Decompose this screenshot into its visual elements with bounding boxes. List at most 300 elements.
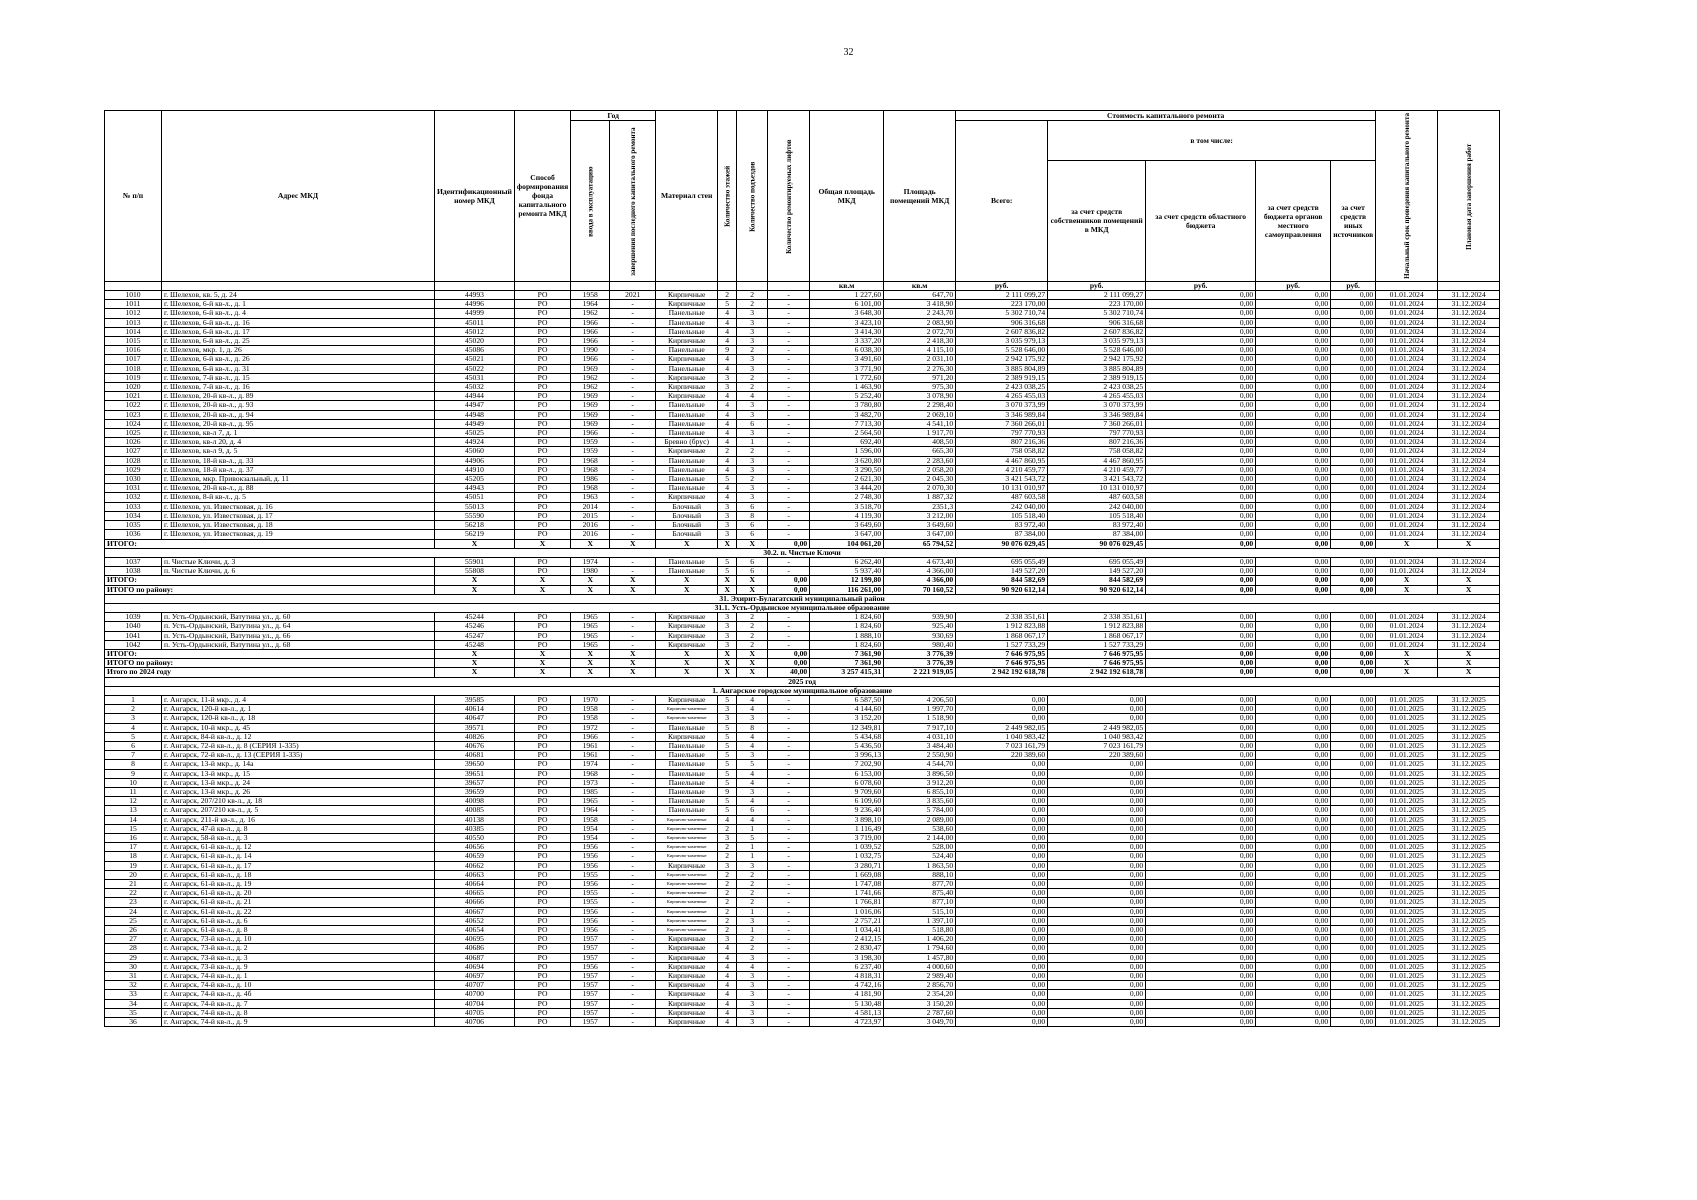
row-year-last-repair: -: [610, 392, 656, 401]
row-entrances: 4: [737, 769, 768, 778]
row-lifts: -: [768, 843, 810, 852]
table-row: [105, 769, 1500, 778]
total-row: [105, 649, 1500, 658]
row-id: 40704: [435, 999, 515, 1008]
row-cost-owners: 807 216,36: [1048, 438, 1146, 447]
row-year-built: 1970: [571, 695, 610, 704]
row-cost-local: 0,00: [1256, 981, 1331, 990]
row-cost-owners: 3 035 979,13: [1048, 337, 1146, 346]
row-cost-local: 0,00: [1256, 787, 1331, 796]
row-total-area: 3 491,60: [810, 355, 884, 364]
row-cost-regional: 0,00: [1146, 521, 1256, 530]
row-floors: 4: [718, 944, 737, 953]
row-year-built: 1956: [571, 852, 610, 861]
row-id: 45051: [435, 493, 515, 502]
row-method: РО: [514, 1018, 570, 1027]
row-method: РО: [514, 309, 570, 318]
section-heading-row: [105, 603, 1500, 612]
row-end-date: 31.12.2025: [1438, 751, 1500, 760]
col-year-built: ввода в эксплуатацию: [571, 121, 610, 282]
row-total-area: 1 039,52: [810, 843, 884, 852]
row-floors: 4: [718, 364, 737, 373]
row-number: 7: [105, 751, 162, 760]
row-cost-regional: 0,00: [1146, 364, 1256, 373]
row-premises-area: 3 212,00: [884, 511, 956, 520]
row-cost-local: 0,00: [1256, 926, 1331, 935]
total-cost-other: 0,00: [1331, 585, 1376, 594]
row-address: г. Шелехов, 8-й кв-л., д. 5: [162, 493, 435, 502]
col-id: Идентификационный номер МКД: [435, 111, 515, 282]
total-row: [105, 539, 1500, 548]
row-end-date: 31.12.2025: [1438, 843, 1500, 852]
row-lifts: -: [768, 465, 810, 474]
row-method: РО: [514, 640, 570, 649]
total-label: ИТОГО:: [105, 649, 435, 658]
row-address: г. Ангарск, 61-й кв-л., д. 12: [162, 843, 435, 852]
row-wall-material: Панельные: [656, 475, 718, 484]
table-row: [105, 484, 1500, 493]
row-number: 19: [105, 861, 162, 870]
table-row: [105, 410, 1500, 419]
total-cost-regional: 0,00: [1146, 649, 1256, 658]
row-address: г. Ангарск, 61-й кв-л., д. 21: [162, 898, 435, 907]
row-cost-total: 220 389,60: [956, 751, 1048, 760]
row-end-date: 31.12.2025: [1438, 926, 1500, 935]
row-end-date: 31.12.2024: [1438, 383, 1500, 392]
row-year-last-repair: -: [610, 944, 656, 953]
row-end-date: 31.12.2024: [1438, 511, 1500, 520]
table-row: [105, 797, 1500, 806]
row-cost-other: 0,00: [1331, 567, 1376, 576]
row-wall-material: Кирпично-каменные: [656, 714, 718, 723]
row-cost-total: 2 389 919,15: [956, 373, 1048, 382]
row-cost-other: 0,00: [1331, 419, 1376, 428]
row-cost-regional: 0,00: [1146, 916, 1256, 925]
row-wall-material: Панельные: [656, 456, 718, 465]
row-premises-area: 647,70: [884, 291, 956, 300]
total-row: [105, 659, 1500, 668]
total-x-mark: X: [514, 649, 570, 658]
total-cost-owners: 7 646 975,95: [1048, 659, 1146, 668]
row-floors: 4: [718, 392, 737, 401]
row-floors: 4: [718, 981, 737, 990]
row-id: 40666: [435, 898, 515, 907]
row-id: 40385: [435, 824, 515, 833]
row-floors: 9: [718, 346, 737, 355]
row-lifts: -: [768, 447, 810, 456]
row-cost-total: 2 423 038,25: [956, 383, 1048, 392]
row-cost-other: 0,00: [1331, 935, 1376, 944]
row-cost-local: 0,00: [1256, 392, 1331, 401]
row-end-date: 31.12.2025: [1438, 806, 1500, 815]
row-year-last-repair: -: [610, 364, 656, 373]
row-total-area: 1 824,60: [810, 622, 884, 631]
row-total-area: 1 824,60: [810, 640, 884, 649]
col-cost-total: Всего:: [956, 121, 1048, 282]
row-total-area: 6 587,50: [810, 695, 884, 704]
row-method: РО: [514, 797, 570, 806]
row-premises-area: 3 150,20: [884, 999, 956, 1008]
row-end-date: 31.12.2025: [1438, 861, 1500, 870]
row-entrances: 3: [737, 999, 768, 1008]
row-number: 28: [105, 944, 162, 953]
row-premises-area: 1 518,90: [884, 714, 956, 723]
row-year-built: 1961: [571, 751, 610, 760]
row-address: г. Ангарск, 120-й кв-л., д. 18: [162, 714, 435, 723]
unit-rub: руб.: [1256, 281, 1331, 290]
row-total-area: 9 709,60: [810, 787, 884, 796]
row-premises-area: 930,69: [884, 631, 956, 640]
row-year-built: 1956: [571, 962, 610, 971]
row-total-area: 3 620,80: [810, 456, 884, 465]
row-premises-area: 3 078,90: [884, 392, 956, 401]
row-cost-regional: 0,00: [1146, 484, 1256, 493]
row-address: п. Усть-Ордынский, Ватутина ул., д. 64: [162, 622, 435, 631]
row-number: 9: [105, 769, 162, 778]
row-address: г. Ангарск, 74-й кв-л., д. 4б: [162, 990, 435, 999]
row-cost-owners: 0,00: [1048, 695, 1146, 704]
row-cost-regional: 0,00: [1146, 787, 1256, 796]
row-premises-area: 2 418,30: [884, 337, 956, 346]
row-premises-area: 1 887,32: [884, 493, 956, 502]
row-lifts: -: [768, 640, 810, 649]
total-premises-area: 3 776,39: [884, 659, 956, 668]
row-year-last-repair: -: [610, 935, 656, 944]
row-cost-owners: 3 070 373,99: [1048, 401, 1146, 410]
row-address: г. Ангарск, 61-й кв-л., д. 14: [162, 852, 435, 861]
row-start-date: 01.01.2024: [1376, 475, 1438, 484]
row-cost-total: 83 972,40: [956, 521, 1048, 530]
table-row: [105, 852, 1500, 861]
row-cost-owners: 1 527 733,29: [1048, 640, 1146, 649]
row-lifts: -: [768, 999, 810, 1008]
unit-area: кв.м: [884, 281, 956, 290]
row-cost-total: 0,00: [956, 769, 1048, 778]
row-number: 4: [105, 723, 162, 732]
row-wall-material: Кирпичные: [656, 990, 718, 999]
row-number: 18: [105, 852, 162, 861]
total-x-mark: X: [718, 649, 737, 658]
row-cost-owners: 1 040 983,42: [1048, 732, 1146, 741]
row-wall-material: Кирпичные: [656, 337, 718, 346]
row-method: РО: [514, 438, 570, 447]
table-row: [105, 640, 1500, 649]
row-lifts: -: [768, 714, 810, 723]
row-cost-local: 0,00: [1256, 843, 1331, 852]
row-year-last-repair: -: [610, 843, 656, 852]
row-cost-other: 0,00: [1331, 346, 1376, 355]
row-entrances: 5: [737, 760, 768, 769]
row-total-area: 3 444,20: [810, 484, 884, 493]
row-wall-material: Кирпично-каменные: [656, 852, 718, 861]
row-method: РО: [514, 990, 570, 999]
row-cost-other: 0,00: [1331, 622, 1376, 631]
row-end-date: 31.12.2025: [1438, 797, 1500, 806]
row-cost-other: 0,00: [1331, 484, 1376, 493]
row-cost-other: 0,00: [1331, 916, 1376, 925]
row-wall-material: Панельные: [656, 346, 718, 355]
row-cost-regional: 0,00: [1146, 327, 1256, 336]
row-end-date: 31.12.2024: [1438, 346, 1500, 355]
section-heading-row: [105, 594, 1500, 603]
row-year-last-repair: -: [610, 981, 656, 990]
row-start-date: 01.01.2024: [1376, 383, 1438, 392]
row-number: 1: [105, 695, 162, 704]
row-year-last-repair: -: [610, 456, 656, 465]
row-cost-total: 3 035 979,13: [956, 337, 1048, 346]
row-method: РО: [514, 475, 570, 484]
row-floors: 2: [718, 824, 737, 833]
total-cost-other: 0,00: [1331, 649, 1376, 658]
total-cost-owners: 7 646 975,95: [1048, 649, 1146, 658]
row-method: РО: [514, 962, 570, 971]
row-floors: 9: [718, 787, 737, 796]
row-total-area: 1 669,08: [810, 870, 884, 879]
row-year-built: 1961: [571, 741, 610, 750]
row-year-last-repair: -: [610, 760, 656, 769]
row-id: 40085: [435, 806, 515, 815]
row-start-date: 01.01.2024: [1376, 456, 1438, 465]
total-area: 7 361,90: [810, 649, 884, 658]
row-cost-total: 0,00: [956, 843, 1048, 852]
row-address: г. Шелехов, мкр. Привокзальный, д. 11: [162, 475, 435, 484]
row-year-last-repair: -: [610, 484, 656, 493]
row-total-area: 3 996,13: [810, 751, 884, 760]
row-entrances: 6: [737, 419, 768, 428]
row-floors: 5: [718, 760, 737, 769]
row-cost-regional: 0,00: [1146, 834, 1256, 843]
row-year-last-repair: -: [610, 567, 656, 576]
row-year-last-repair: -: [610, 383, 656, 392]
row-floors: 4: [718, 419, 737, 428]
row-floors: 3: [718, 705, 737, 714]
total-x-mark: X: [737, 659, 768, 668]
section-heading-row: [105, 686, 1500, 695]
row-cost-local: 0,00: [1256, 778, 1331, 787]
table-row: [105, 705, 1500, 714]
row-premises-area: 2 031,10: [884, 355, 956, 364]
row-premises-area: 975,30: [884, 383, 956, 392]
row-year-last-repair: -: [610, 787, 656, 796]
row-wall-material: Панельные: [656, 741, 718, 750]
row-year-last-repair: -: [610, 613, 656, 622]
row-total-area: 1 772,60: [810, 373, 884, 382]
row-id: 44993: [435, 291, 515, 300]
row-cost-other: 0,00: [1331, 475, 1376, 484]
table-row: [105, 990, 1500, 999]
row-cost-total: 0,00: [956, 778, 1048, 787]
row-year-built: 1957: [571, 990, 610, 999]
row-entrances: 3: [737, 318, 768, 327]
row-cost-regional: 0,00: [1146, 309, 1256, 318]
row-total-area: 1 741,66: [810, 889, 884, 898]
total-x-mark: X: [737, 585, 768, 594]
section-heading-row: [105, 677, 1500, 686]
row-cost-other: 0,00: [1331, 705, 1376, 714]
row-cost-total: 7 023 161,79: [956, 741, 1048, 750]
row-cost-owners: 0,00: [1048, 824, 1146, 833]
row-cost-total: 10 131 010,97: [956, 484, 1048, 493]
row-floors: 2: [718, 291, 737, 300]
row-method: РО: [514, 834, 570, 843]
row-year-last-repair: -: [610, 502, 656, 511]
row-cost-regional: 0,00: [1146, 695, 1256, 704]
row-floors: 3: [718, 521, 737, 530]
row-cost-total: 1 868 067,17: [956, 631, 1048, 640]
row-cost-other: 0,00: [1331, 291, 1376, 300]
row-start-date: 01.01.2025: [1376, 926, 1438, 935]
row-address: г. Шелехов, ул. Известковая, д. 19: [162, 530, 435, 539]
row-lifts: -: [768, 401, 810, 410]
row-id: 40614: [435, 705, 515, 714]
row-start-date: 01.01.2025: [1376, 889, 1438, 898]
row-year-built: 1969: [571, 410, 610, 419]
table-row: [105, 889, 1500, 898]
row-start-date: 01.01.2024: [1376, 557, 1438, 566]
row-end-date: 31.12.2024: [1438, 640, 1500, 649]
row-lifts: -: [768, 732, 810, 741]
row-method: РО: [514, 318, 570, 327]
row-lifts: -: [768, 962, 810, 971]
row-cost-other: 0,00: [1331, 732, 1376, 741]
row-number: 1036: [105, 530, 162, 539]
row-cost-regional: 0,00: [1146, 613, 1256, 622]
row-cost-other: 0,00: [1331, 953, 1376, 962]
row-entrances: 1: [737, 843, 768, 852]
row-cost-regional: 0,00: [1146, 622, 1256, 631]
row-address: г. Шелехов, 20-й кв-л., д. 95: [162, 419, 435, 428]
row-number: 21: [105, 880, 162, 889]
row-entrances: 2: [737, 622, 768, 631]
row-year-last-repair: -: [610, 815, 656, 824]
total-x-mark: X: [610, 539, 656, 548]
row-method: РО: [514, 493, 570, 502]
row-end-date: 31.12.2024: [1438, 438, 1500, 447]
row-year-last-repair: -: [610, 493, 656, 502]
row-start-date: 01.01.2024: [1376, 346, 1438, 355]
row-cost-regional: 0,00: [1146, 751, 1256, 760]
row-year-built: 1956: [571, 926, 610, 935]
row-cost-other: 0,00: [1331, 806, 1376, 815]
row-floors: 2: [718, 907, 737, 916]
row-id: 55013: [435, 502, 515, 511]
row-id: 40550: [435, 834, 515, 843]
row-cost-total: 906 316,68: [956, 318, 1048, 327]
row-id: 45247: [435, 631, 515, 640]
total-x-mark: X: [514, 576, 570, 585]
row-number: 1027: [105, 447, 162, 456]
row-wall-material: Панельные: [656, 797, 718, 806]
row-cost-regional: 0,00: [1146, 373, 1256, 382]
table-row: [105, 530, 1500, 539]
col-end: Плановая дата завершения работ: [1438, 111, 1500, 282]
row-total-area: 6 262,40: [810, 557, 884, 566]
row-id: 40681: [435, 751, 515, 760]
total-x-mark: X: [514, 539, 570, 548]
row-year-built: 1990: [571, 346, 610, 355]
row-entrances: 3: [737, 493, 768, 502]
row-cost-total: 242 040,00: [956, 502, 1048, 511]
row-id: 40700: [435, 990, 515, 999]
row-year-last-repair: -: [610, 557, 656, 566]
row-entrances: 1: [737, 907, 768, 916]
row-cost-owners: 149 527,20: [1048, 567, 1146, 576]
row-lifts: -: [768, 346, 810, 355]
row-cost-local: 0,00: [1256, 806, 1331, 815]
table-row: [105, 631, 1500, 640]
total-lifts: 0,00: [768, 576, 810, 585]
row-floors: 2: [718, 880, 737, 889]
row-lifts: -: [768, 787, 810, 796]
total-x-mark: X: [1376, 585, 1438, 594]
row-cost-total: 0,00: [956, 972, 1048, 981]
total-x-mark: X: [737, 539, 768, 548]
row-cost-local: 0,00: [1256, 751, 1331, 760]
row-cost-regional: 0,00: [1146, 346, 1256, 355]
total-area: 12 199,80: [810, 576, 884, 585]
row-end-date: 31.12.2025: [1438, 880, 1500, 889]
row-number: 17: [105, 843, 162, 852]
row-total-area: 2 830,47: [810, 944, 884, 953]
total-x-mark: X: [610, 649, 656, 658]
row-premises-area: 2 243,70: [884, 309, 956, 318]
row-entrances: 4: [737, 741, 768, 750]
row-cost-local: 0,00: [1256, 723, 1331, 732]
row-year-last-repair: -: [610, 530, 656, 539]
row-year-built: 1958: [571, 705, 610, 714]
row-method: РО: [514, 695, 570, 704]
row-entrances: 4: [737, 392, 768, 401]
row-premises-area: 939,90: [884, 613, 956, 622]
row-lifts: -: [768, 484, 810, 493]
section-heading: 2025 год: [105, 677, 1500, 686]
row-lifts: -: [768, 852, 810, 861]
row-method: РО: [514, 981, 570, 990]
table-row: [105, 778, 1500, 787]
row-end-date: 31.12.2025: [1438, 741, 1500, 750]
row-method: РО: [514, 557, 570, 566]
row-address: г. Шелехов, 6-й кв-л., д. 16: [162, 318, 435, 327]
row-start-date: 01.01.2025: [1376, 760, 1438, 769]
row-premises-area: 2 069,10: [884, 410, 956, 419]
row-entrances: 3: [737, 990, 768, 999]
row-lifts: -: [768, 769, 810, 778]
row-cost-regional: 0,00: [1146, 438, 1256, 447]
row-method: РО: [514, 953, 570, 962]
total-cost: 90 076 029,45: [956, 539, 1048, 548]
row-method: РО: [514, 880, 570, 889]
row-wall-material: Панельные: [656, 484, 718, 493]
row-wall-material: Кирпичные: [656, 355, 718, 364]
table-row: [105, 300, 1500, 309]
row-number: 1024: [105, 419, 162, 428]
row-cost-regional: 0,00: [1146, 291, 1256, 300]
row-year-built: 1968: [571, 456, 610, 465]
row-number: 5: [105, 732, 162, 741]
row-address: п. Усть-Ордынский, Ватутина ул., д. 68: [162, 640, 435, 649]
row-number: 34: [105, 999, 162, 1008]
row-premises-area: 2 276,30: [884, 364, 956, 373]
row-year-last-repair: -: [610, 953, 656, 962]
row-cost-other: 0,00: [1331, 999, 1376, 1008]
row-address: г. Ангарск, 13-й мкр., д. 14а: [162, 760, 435, 769]
row-method: РО: [514, 484, 570, 493]
table-row: [105, 364, 1500, 373]
row-cost-other: 0,00: [1331, 631, 1376, 640]
row-cost-regional: 0,00: [1146, 824, 1256, 833]
row-lifts: -: [768, 475, 810, 484]
row-premises-area: 4 115,10: [884, 346, 956, 355]
